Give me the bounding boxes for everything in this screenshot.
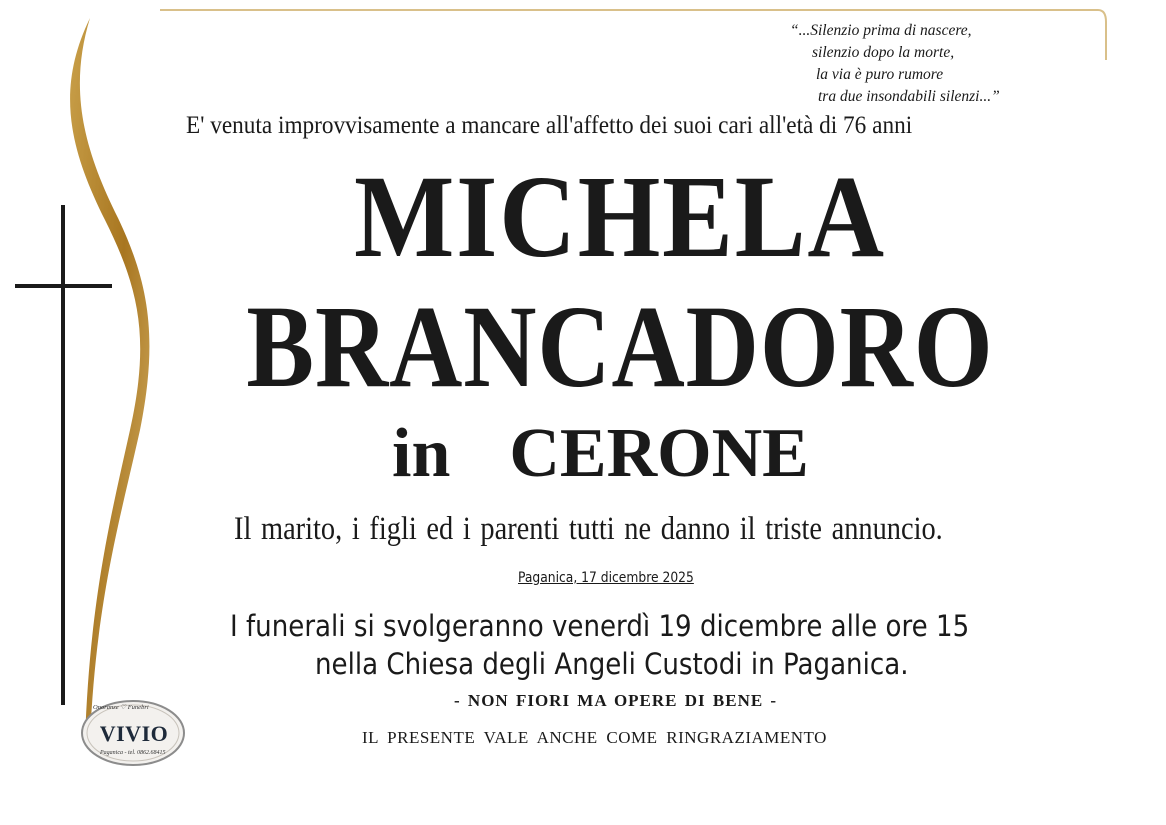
thanks-note: IL PRESENTE VALE ANCHE COME RINGRAZIAMENTO [362, 728, 827, 747]
last-name: BRANCADORO [246, 281, 994, 412]
intro-text: E' venuta improvvisamente a mancare all'affetto dei suoi cari all'età di 76 anni [186, 112, 913, 139]
funeral-line-1: I funerali si svolgeranno venerdì 19 dicembre alle ore 15 [230, 609, 970, 643]
logo-bottom-text: Paganica - tel. 0862.68415 [100, 750, 166, 756]
quote-line: la via è puro rumore [816, 66, 944, 83]
no-flowers-note: - NON FIORI MA OPERE DI BENE - [454, 691, 778, 710]
logo-name: VIVIO [99, 721, 169, 746]
quote-line: “...Silenzio prima di nascere, [790, 22, 972, 39]
quote-line: silenzio dopo la morte, [812, 44, 955, 61]
epigraph-quote [790, 20, 1090, 108]
announcement-text: Il marito, i figli ed i parenti tutti ne danno il triste annuncio. [234, 511, 943, 547]
married-name: in CERONE [392, 415, 809, 492]
funeral-line-2: nella Chiesa degli Angeli Custodi in Paganica. [315, 647, 909, 681]
quote-line: tra due insondabili silenzi...” [818, 88, 1000, 105]
first-name: MICHELA [354, 151, 886, 282]
logo-top-text: Onoranze ♡ Funebri [93, 704, 149, 711]
place-date: Paganica, 17 dicembre 2025 [518, 570, 694, 586]
